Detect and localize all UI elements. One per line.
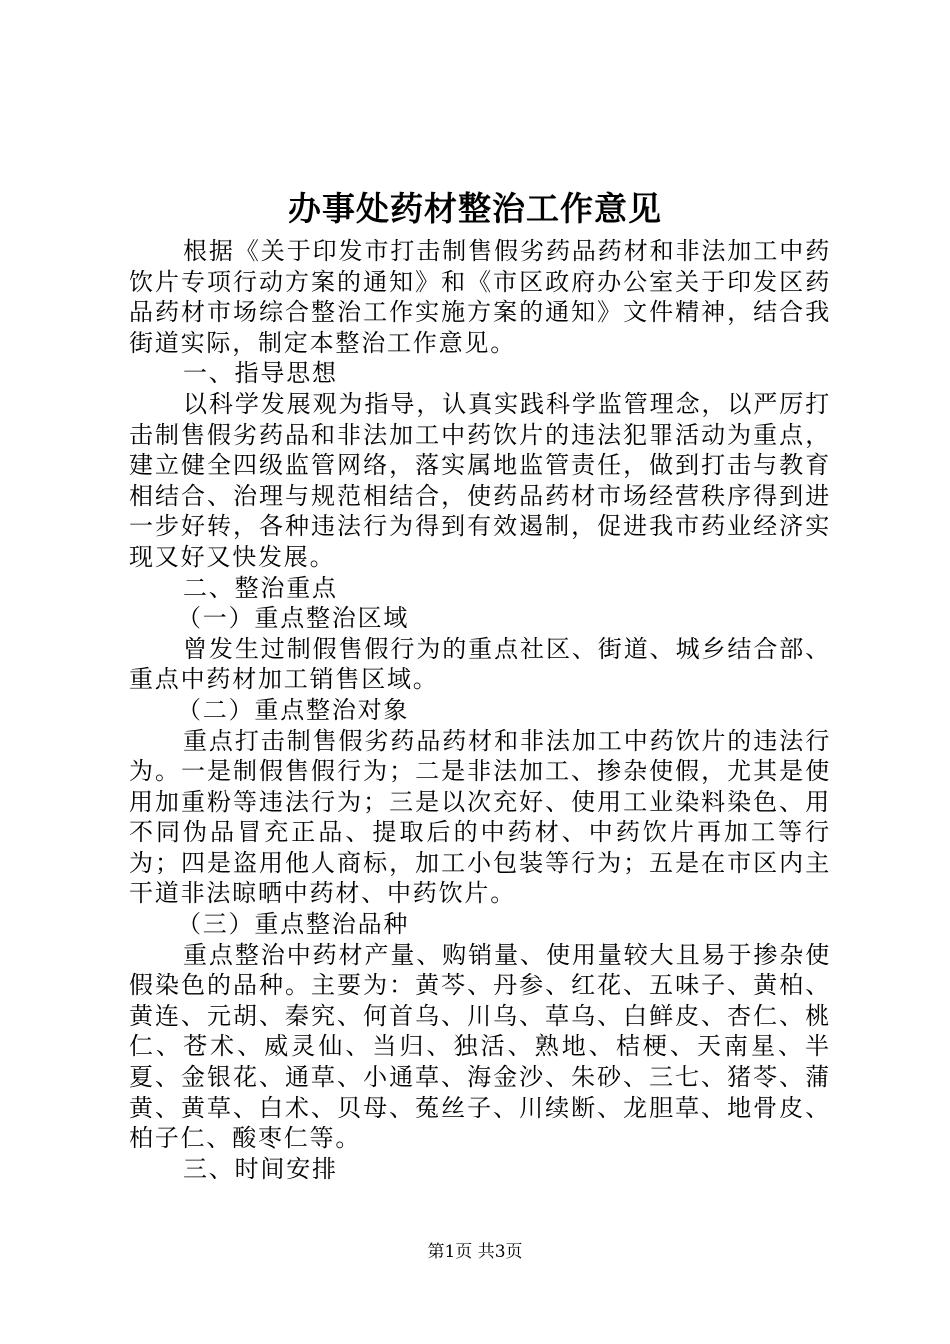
page-number-footer: 第1页 共3页 (427, 1242, 523, 1262)
section-heading-guiding-ideology: 一、指导思想 (183, 359, 338, 388)
section-heading-rectification-focus: 二、整治重点 (183, 573, 338, 602)
section-heading-schedule: 三、时间安排 (183, 1154, 338, 1183)
key-areas-paragraph: 曾发生过制假售假行为的重点社区、街道、城乡结合部、重点中药材加工销售区域。 (129, 634, 831, 694)
key-varieties-paragraph: 重点整治中药材产量、购销量、使用量较大且易于掺杂使假染色的品种。主要为：黄芩、丹参、红花、五味子、黄柏、黄连、元胡、秦究、何首乌、川乌、草乌、白鲜皮、杏仁、桃仁、苍术、威灵仙、当归、独活、熟地、桔梗、天南星、半夏、金银花、通草、小通草、海金沙、朱砂、三七、猪苓、蒲黄、黄草、白术、贝母、菟丝子、川续断、龙胆草、地骨皮、柏子仁、酸枣仁等。 (129, 940, 831, 1153)
subheading-key-varieties: （三）重点整治品种 (177, 910, 410, 939)
document-title: 办事处药材整治工作意见 (288, 189, 662, 228)
subheading-key-areas: （一）重点整治区域 (177, 604, 410, 633)
key-targets-paragraph: 重点打击制售假劣药品药材和非法加工中药饮片的违法行为。一是制假售假行为；二是非法加工、掺杂使假，尤其是使用加重粉等违法行为；三是以次充好、使用工业染料染色、用不同伪品冒充正品、提取后的中药材、中药饮片再加工等行为；四是盗用他人商标，加工小包装等行为；五是在市区内主干道非法晾晒中药材、中药饮片。 (129, 726, 831, 908)
document-body (129, 236, 831, 1184)
intro-paragraph: 根据《关于印发市打击制售假劣药品药材和非法加工中药饮片专项行动方案的通知》和《市区政府办公室关于印发区药品药材市场综合整治工作实施方案的通知》文件精神，结合我街道实际，制定本整治工作意见。 (129, 237, 831, 357)
guiding-ideology-paragraph: 以科学发展观为指导，认真实践科学监管理念，以严厉打击制售假劣药品和非法加工中药饮片的违法犯罪活动为重点，建立健全四级监管网络，落实属地监管责任，做到打击与教育相结合、治理与规范相结合，使药品药材市场经营秩序得到进一步好转，各种违法行为得到有效遏制，促进我市药业经济实现又好又快发展。 (129, 389, 831, 571)
subheading-key-targets: （二）重点整治对象 (177, 695, 410, 724)
